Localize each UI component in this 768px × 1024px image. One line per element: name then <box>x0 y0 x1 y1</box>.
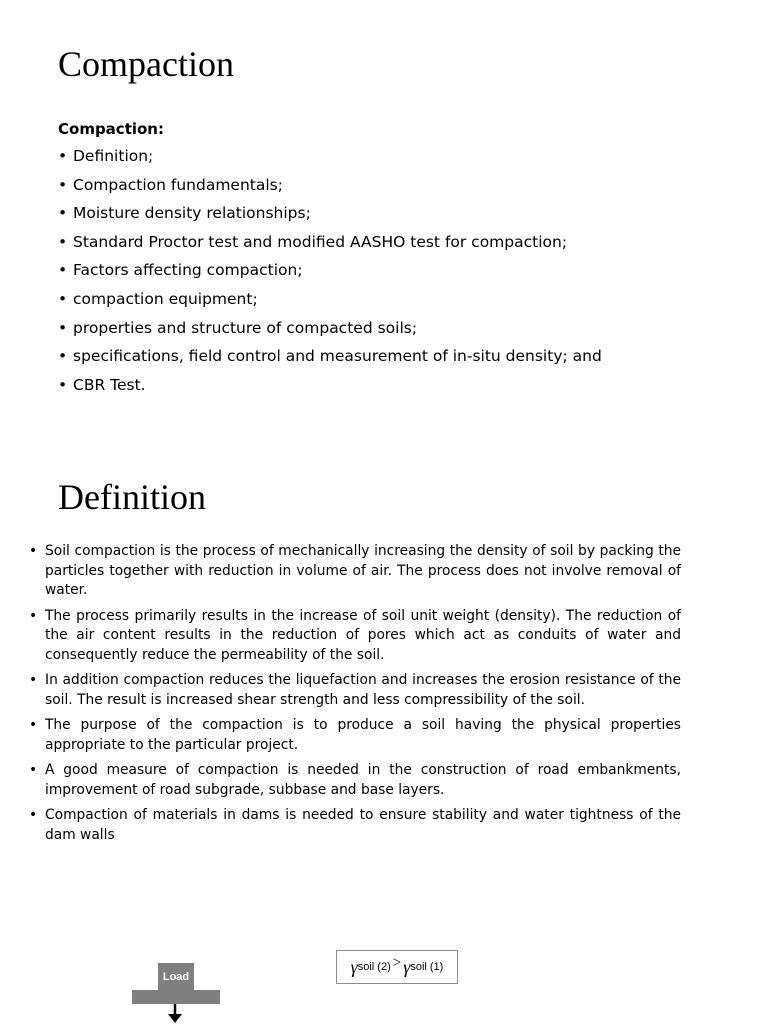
list-item: • Factors affecting compaction; <box>58 259 602 288</box>
unit-weight-comparison <box>336 950 458 984</box>
definition-item: • The purpose of the compaction is to produce a soil having the physical properties appropriate to the particular project. <box>29 716 681 755</box>
load-plate <box>132 990 220 1004</box>
topics-list <box>58 145 602 402</box>
gamma-subscript-right: soil (1) <box>410 961 444 973</box>
page-title-compaction: Compaction <box>58 44 234 84</box>
gamma-symbol: γ <box>350 956 358 977</box>
definition-item: • Compaction of materials in dams is needed to ensure stability and water tightness of the dam walls <box>29 806 681 845</box>
definition-list <box>29 542 681 851</box>
list-item: • Definition; <box>58 145 602 174</box>
list-item: • Moisture density relationships; <box>58 202 602 231</box>
page-title-definition: Definition <box>58 477 206 517</box>
gamma-subscript-left: soil (2) <box>357 961 391 973</box>
comparator: > <box>392 954 402 971</box>
load-label: Load <box>162 971 190 983</box>
definition-item: • The process primarily results in the increase of soil unit weight (density). The reduction of the air content results in the reduction of pores which act as conduits of water and consequently reduce the permeability of the soil. <box>29 607 681 666</box>
definition-item: • A good measure of compaction is needed in the construction of road embankments, improvement of road subgrade, subbase and base layers. <box>29 761 681 800</box>
list-item: • compaction equipment; <box>58 288 602 317</box>
list-item: • Standard Proctor test and modified AASHO test for compaction; <box>58 231 602 260</box>
down-arrow-icon <box>166 1004 184 1024</box>
load-label-box <box>158 963 194 991</box>
section-heading: Compaction: <box>58 120 164 138</box>
list-item: • specifications, field control and measurement of in-situ density; and <box>58 345 602 374</box>
list-item: • properties and structure of compacted soils; <box>58 317 602 346</box>
list-item: • CBR Test. <box>58 374 602 403</box>
definition-item: • In addition compaction reduces the liquefaction and increases the erosion resistance of the soil. The result is increased shear strength and less compressibility of the soil. <box>29 671 681 710</box>
definition-item: • Soil compaction is the process of mechanically increasing the density of soil by packing the particles together with reduction in volume of air. The process does not involve removal of water. <box>29 542 681 601</box>
gamma-symbol: γ <box>403 956 411 977</box>
list-item: • Compaction fundamentals; <box>58 174 602 203</box>
